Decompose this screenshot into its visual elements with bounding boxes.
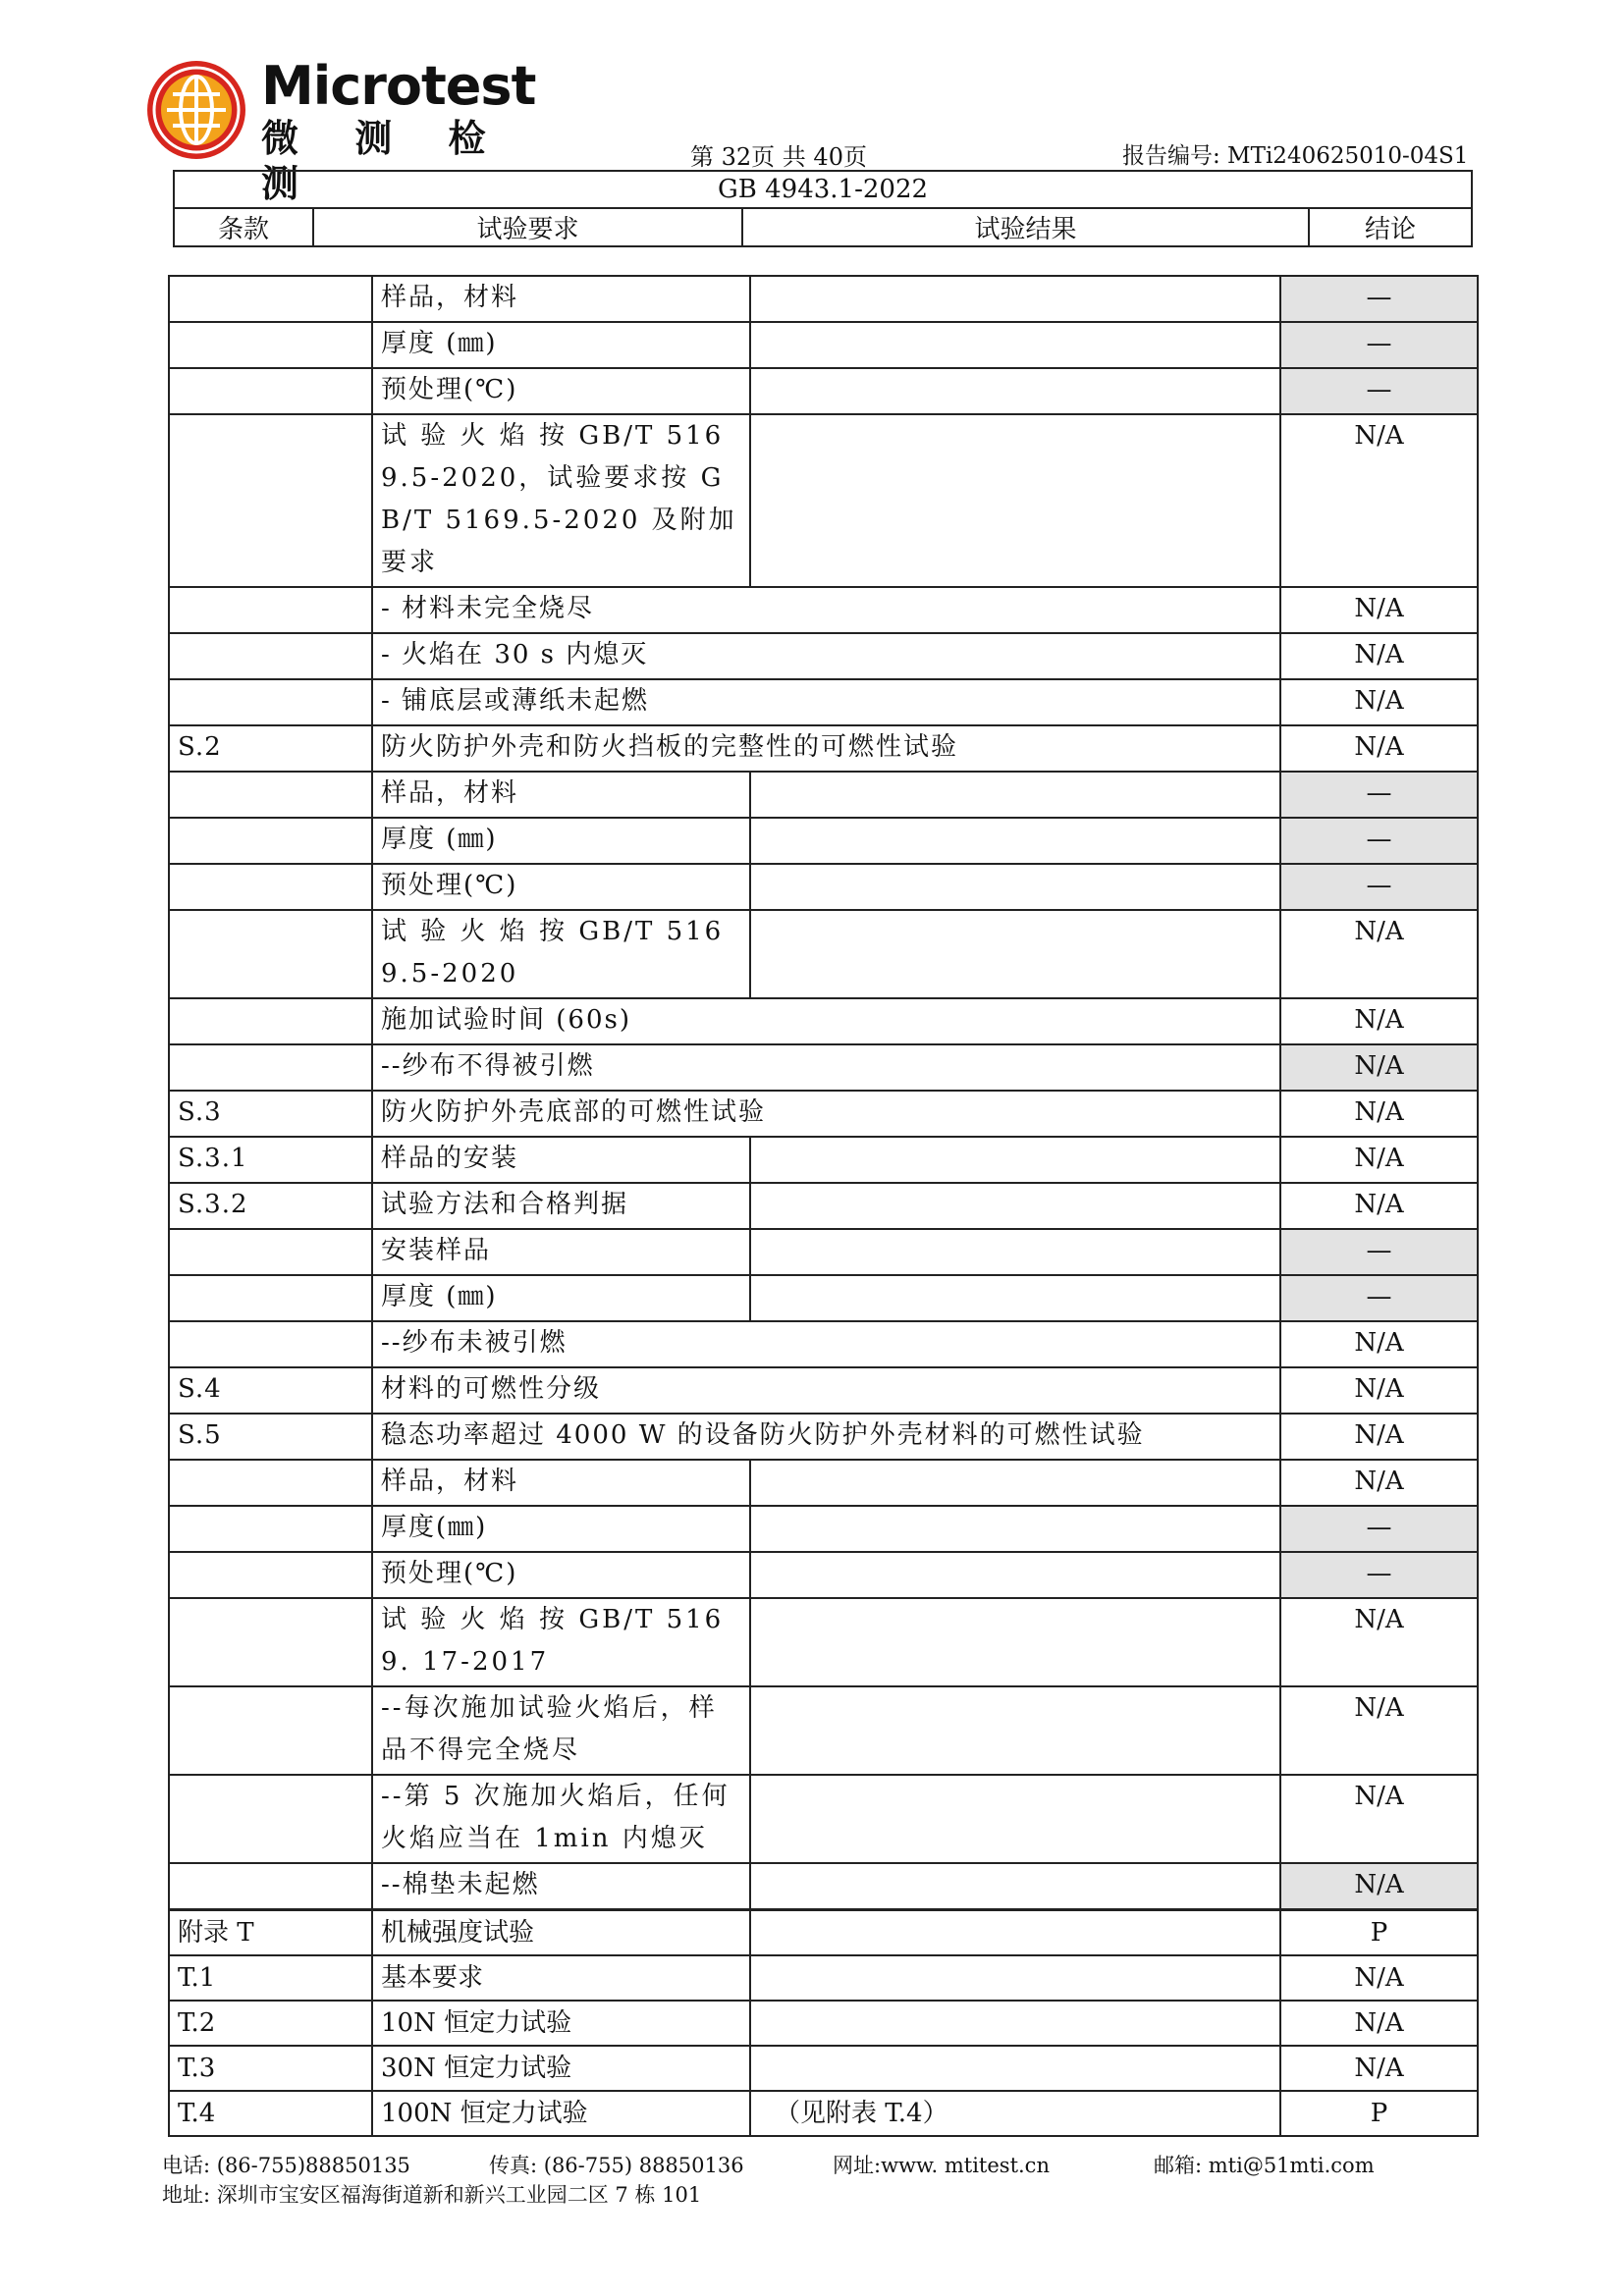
cell-requirement: 100N 恒定力试验 (372, 2091, 750, 2136)
header-table (173, 170, 1473, 247)
table-row (169, 1414, 1478, 1460)
cell-result (750, 1552, 1280, 1598)
cell-clause (169, 1552, 372, 1598)
table-row (169, 1229, 1478, 1275)
cell-conclusion: — (1280, 1229, 1478, 1275)
cell-requirement: --每次施加试验火焰后，样品不得完全烧尽 (372, 1686, 750, 1775)
cell-clause (169, 1044, 372, 1091)
cell-clause: T.1 (169, 1955, 372, 2001)
cell-requirement: 预处理(℃) (372, 368, 750, 414)
cell-result (750, 1137, 1280, 1183)
cell-clause (169, 998, 372, 1044)
cell-clause: S.3.2 (169, 1183, 372, 1229)
cell-clause (169, 322, 372, 368)
cell-clause (169, 1275, 372, 1321)
cell-clause (169, 1686, 372, 1775)
cell-conclusion: — (1280, 864, 1478, 910)
cell-clause: T.2 (169, 2001, 372, 2046)
cell-clause (169, 276, 372, 322)
table-row (169, 587, 1478, 633)
col-header-requirement: 试验要求 (313, 208, 742, 246)
cell-requirement: 样品的安装 (372, 1137, 750, 1183)
cell-conclusion: N/A (1280, 998, 1478, 1044)
cell-result (750, 1955, 1280, 2001)
cell-clause (169, 587, 372, 633)
cell-requirement: 试 验 火 焰 按 GB/T 5169.5-2020，试验要求按 GB/T 5169.5-2020 及附加要求 (372, 414, 750, 587)
table-row (169, 633, 1478, 679)
table-row (169, 414, 1478, 587)
cell-result: （见附表 T.4） (750, 2091, 1280, 2136)
table-row (169, 322, 1478, 368)
cell-conclusion: N/A (1280, 587, 1478, 633)
table-row (169, 1863, 1478, 1909)
appendix-row (169, 2091, 1478, 2136)
cell-conclusion: N/A (1280, 1863, 1478, 1909)
page-info: 第 32页 共 40页 (690, 143, 867, 171)
cell-result (750, 772, 1280, 818)
cell-requirement: 基本要求 (372, 1955, 750, 2001)
cell-clause: S.5 (169, 1414, 372, 1460)
company-logo (145, 55, 538, 205)
cell-clause: T.3 (169, 2046, 372, 2091)
table-row (169, 1552, 1478, 1598)
cell-requirement: 试 验 火 焰 按 GB/T 5169. 17-2017 (372, 1598, 750, 1686)
cell-requirement: 施加试验时间 (60s) (372, 998, 1280, 1044)
report-number: 报告编号: MTi240625010-04S1 (1122, 143, 1469, 169)
cell-requirement: 厚度 (㎜) (372, 322, 750, 368)
table-row (169, 368, 1478, 414)
cell-result (750, 414, 1280, 587)
cell-clause (169, 1775, 372, 1863)
cell-requirement: 预处理(℃) (372, 1552, 750, 1598)
table-row (169, 772, 1478, 818)
cell-result (750, 1229, 1280, 1275)
cell-requirement: 10N 恒定力试验 (372, 2001, 750, 2046)
cell-conclusion: — (1280, 276, 1478, 322)
cell-conclusion: — (1280, 322, 1478, 368)
footer-email: 邮箱: mti@51mti.com (1154, 2154, 1375, 2177)
cell-conclusion: N/A (1280, 1183, 1478, 1229)
cell-result (750, 1910, 1280, 1955)
cell-clause (169, 864, 372, 910)
cell-requirement: --纱布不得被引燃 (372, 1044, 1280, 1091)
cell-requirement: 试 验 火 焰 按 GB/T 5169.5-2020 (372, 910, 750, 998)
cell-result (750, 276, 1280, 322)
cell-result (750, 1183, 1280, 1229)
cell-conclusion: — (1280, 368, 1478, 414)
footer-fax: 传真: (86-755) 88850136 (489, 2154, 744, 2177)
table-row (169, 1091, 1478, 1137)
cell-conclusion: — (1280, 1506, 1478, 1552)
table-row (169, 1775, 1478, 1863)
col-header-clause: 条款 (174, 208, 313, 246)
table-row (169, 276, 1478, 322)
cell-requirement: --纱布未被引燃 (372, 1321, 1280, 1367)
cell-conclusion: P (1280, 2091, 1478, 2136)
logo-brand-cn: 微 测 检 测 (261, 117, 508, 205)
table-row (169, 998, 1478, 1044)
cell-result (750, 1506, 1280, 1552)
cell-requirement: 防火防护外壳底部的可燃性试验 (372, 1091, 1280, 1137)
cell-clause (169, 1598, 372, 1686)
cell-clause (169, 1460, 372, 1506)
cell-clause: 附录 T (169, 1910, 372, 1955)
table-row (169, 679, 1478, 725)
cell-result (750, 1275, 1280, 1321)
cell-requirement: 厚度 (㎜) (372, 1275, 750, 1321)
cell-requirement: 样品，材料 (372, 276, 750, 322)
appendix-row (169, 1910, 1478, 1955)
cell-result (750, 818, 1280, 864)
cell-conclusion: N/A (1280, 1414, 1478, 1460)
cell-result (750, 322, 1280, 368)
cell-clause (169, 633, 372, 679)
cell-requirement: 防火防护外壳和防火挡板的完整性的可燃性试验 (372, 725, 1280, 772)
cell-clause (169, 368, 372, 414)
appendix-table (168, 1909, 1479, 2137)
footer-address: 地址: 深圳市宝安区福海街道新和新兴工业园二区 7 栋 101 (162, 2183, 702, 2207)
cell-clause (169, 1863, 372, 1909)
cell-conclusion: N/A (1280, 1955, 1478, 2001)
cell-conclusion: N/A (1280, 1321, 1478, 1367)
cell-result (750, 2001, 1280, 2046)
table-row (169, 1460, 1478, 1506)
table-row (169, 910, 1478, 998)
table-row (169, 1686, 1478, 1775)
cell-conclusion: N/A (1280, 2046, 1478, 2091)
cell-conclusion: N/A (1280, 1686, 1478, 1775)
cell-result (750, 368, 1280, 414)
cell-result (750, 1775, 1280, 1863)
cell-requirement: - 铺底层或薄纸未起燃 (372, 679, 1280, 725)
cell-result (750, 2046, 1280, 2091)
cell-conclusion: — (1280, 1552, 1478, 1598)
cell-clause: S.3.1 (169, 1137, 372, 1183)
cell-conclusion: N/A (1280, 1598, 1478, 1686)
table-row (169, 1321, 1478, 1367)
cell-clause: S.2 (169, 725, 372, 772)
cell-conclusion: N/A (1280, 2001, 1478, 2046)
cell-conclusion: N/A (1280, 414, 1478, 587)
table-row (169, 1137, 1478, 1183)
cell-conclusion: — (1280, 1275, 1478, 1321)
cell-conclusion: N/A (1280, 633, 1478, 679)
cell-requirement: 30N 恒定力试验 (372, 2046, 750, 2091)
cell-requirement: - 火焰在 30 s 内熄灭 (372, 633, 1280, 679)
table-row (169, 1598, 1478, 1686)
footer-website: 网址:www. mtitest.cn (833, 2154, 1050, 2177)
cell-requirement: 样品，材料 (372, 1460, 750, 1506)
cell-conclusion: N/A (1280, 1460, 1478, 1506)
table-row (169, 1044, 1478, 1091)
cell-clause (169, 1506, 372, 1552)
cell-result (750, 1686, 1280, 1775)
cell-clause (169, 1321, 372, 1367)
cell-conclusion: P (1280, 1910, 1478, 1955)
cell-requirement: 样品，材料 (372, 772, 750, 818)
table-row (169, 1506, 1478, 1552)
cell-conclusion: N/A (1280, 679, 1478, 725)
cell-clause (169, 772, 372, 818)
cell-result (750, 1598, 1280, 1686)
cell-result (750, 1460, 1280, 1506)
cell-requirement: 厚度 (㎜) (372, 818, 750, 864)
table-row (169, 818, 1478, 864)
cell-conclusion: — (1280, 772, 1478, 818)
appendix-row (169, 2001, 1478, 2046)
cell-clause: T.4 (169, 2091, 372, 2136)
cell-conclusion: N/A (1280, 910, 1478, 998)
cell-conclusion: N/A (1280, 1044, 1478, 1091)
cell-result (750, 910, 1280, 998)
cell-conclusion: N/A (1280, 1367, 1478, 1414)
logo-brand: Microtest (261, 55, 536, 117)
globe-logo-icon (145, 59, 247, 161)
table-row (169, 1275, 1478, 1321)
cell-conclusion: N/A (1280, 1775, 1478, 1863)
col-header-conclusion: 结论 (1309, 208, 1472, 246)
table-row (169, 1183, 1478, 1229)
cell-requirement: 安装样品 (372, 1229, 750, 1275)
cell-clause (169, 679, 372, 725)
cell-conclusion: N/A (1280, 725, 1478, 772)
cell-clause: S.4 (169, 1367, 372, 1414)
table-row (169, 864, 1478, 910)
table-row (169, 725, 1478, 772)
cell-clause (169, 414, 372, 587)
cell-requirement: 试验方法和合格判据 (372, 1183, 750, 1229)
cell-requirement: 稳态功率超过 4000 W 的设备防火防护外壳材料的可燃性试验 (372, 1414, 1280, 1460)
cell-clause: S.3 (169, 1091, 372, 1137)
cell-requirement: --第 5 次施加火焰后，任何火焰应当在 1min 内熄灭 (372, 1775, 750, 1863)
cell-requirement: --棉垫未起燃 (372, 1863, 750, 1909)
cell-requirement: 机械强度试验 (372, 1910, 750, 1955)
cell-clause (169, 910, 372, 998)
cell-requirement: 预处理(℃) (372, 864, 750, 910)
main-table (168, 275, 1479, 1910)
cell-requirement: 厚度(㎜) (372, 1506, 750, 1552)
cell-requirement: 材料的可燃性分级 (372, 1367, 1280, 1414)
col-header-result: 试验结果 (742, 208, 1309, 246)
standard-title: GB 4943.1-2022 (174, 171, 1472, 208)
footer-phone: 电话: (86-755)88850135 (162, 2154, 410, 2177)
table-row (169, 1367, 1478, 1414)
cell-conclusion: N/A (1280, 1091, 1478, 1137)
appendix-row (169, 1955, 1478, 2001)
cell-result (750, 864, 1280, 910)
cell-result (750, 1863, 1280, 1909)
cell-conclusion: N/A (1280, 1137, 1478, 1183)
appendix-row (169, 2046, 1478, 2091)
cell-conclusion: — (1280, 818, 1478, 864)
cell-clause (169, 1229, 372, 1275)
cell-requirement: - 材料未完全烧尽 (372, 587, 1280, 633)
cell-clause (169, 818, 372, 864)
